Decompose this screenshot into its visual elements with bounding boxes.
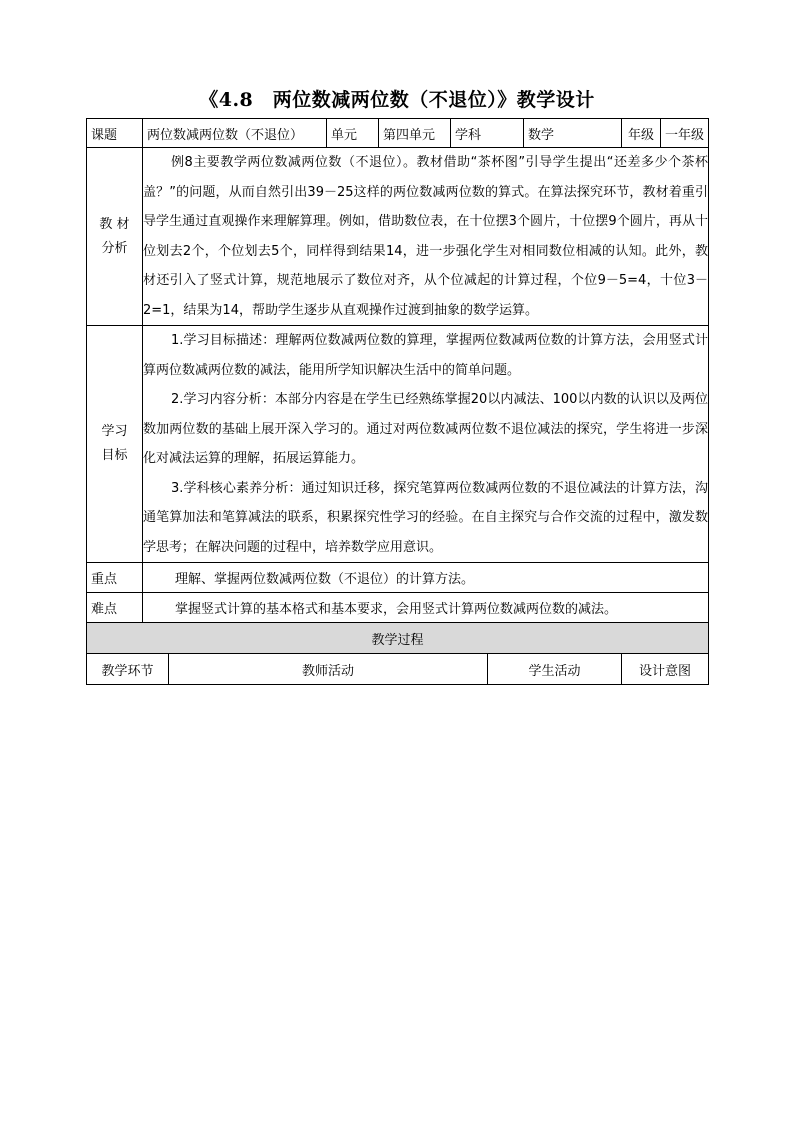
analysis-text-cell xyxy=(143,148,709,326)
grade-label: 年级 xyxy=(622,119,661,148)
subject-value: 数学 xyxy=(524,119,622,148)
grade-value: 一年级 xyxy=(661,119,709,148)
process-header-row xyxy=(87,654,709,685)
analysis-text: 例8主要教学两位数减两位数（不退位）。教材借助“茶杯图”引导学生提出“还差多少个茶杯盖？”的问题，从而自然引出39－25这样的两位数减两位数的算式。在算法探究环节，教材着重引导学生通过直观操作来理解算理。例如，借助数位表，在十位摆3个圆片，十位摆9个圆片，再从十位划去2个，个位划去5个，同样得到结果14，进一步强化学生对相同数位相减的认知。此外，教材还引入了竖式计算，规范地展示了数位对齐，从个位减起的计算过程，个位9－5=4，十位3－2=1，结果为14，帮助学生逐步从直观操作过渡到抽象的数学运算。 xyxy=(143,155,709,318)
difficult-point-row xyxy=(87,593,709,623)
header-row xyxy=(87,119,709,148)
process-band-row xyxy=(87,623,709,654)
goals-label xyxy=(87,326,143,563)
goals-text-cell xyxy=(143,326,709,563)
goals-row xyxy=(87,326,709,563)
process-band-label: 教学过程 xyxy=(87,623,709,654)
analysis-label-line1: 教 材 xyxy=(99,216,130,232)
goal-item: 2.学习内容分析：本部分内容是在学生已经熟练掌握20以内减法、100以内数的认识以及两位数加两位数的基础上展开深入学习的。通过对两位数减两位数不退位减法的探究，学生将进一步深化对减法运算的理解，拓展运算能力。 xyxy=(143,392,709,466)
goals-label-line1: 学习 xyxy=(101,424,128,439)
key-point-text: 理解、掌握两位数减两位数（不退位）的计算方法。 xyxy=(143,563,709,593)
col-student: 学生活动 xyxy=(488,654,622,685)
goals-label-line2: 目标 xyxy=(101,448,128,463)
col-teacher: 教师活动 xyxy=(169,654,488,685)
key-point-row xyxy=(87,563,709,593)
analysis-label xyxy=(87,148,143,326)
key-point-label: 重点 xyxy=(87,563,143,593)
col-stage: 教学环节 xyxy=(87,654,169,685)
unit-label: 单元 xyxy=(327,119,379,148)
difficult-point-label: 难点 xyxy=(87,593,143,623)
topic-value: 两位数减两位数（不退位） xyxy=(143,119,327,148)
goal-item: 1.学习目标描述：理解两位数减两位数的算理，掌握两位数减两位数的计算方法，会用竖式计算两位数减两位数的减法，能用所学知识解决生活中的简单问题。 xyxy=(143,333,709,378)
page-title: 《4.8 两位数减两位数（不退位）》教学设计 xyxy=(199,89,595,111)
analysis-row xyxy=(87,148,709,326)
lesson-plan-table xyxy=(86,118,709,685)
col-intent: 设计意图 xyxy=(622,654,709,685)
analysis-label-line2: 分析 xyxy=(101,240,128,256)
subject-label: 学科 xyxy=(451,119,524,148)
goal-item: 3.学科核心素养分析：通过知识迁移，探究笔算两位数减两位数的不退位减法的计算方法，沟通笔算加法和笔算减法的联系，积累探究性学习的经验。在自主探究与合作交流的过程中，激发数学思考；在解决问题的过程中，培养数学应用意识。 xyxy=(143,480,709,555)
topic-label: 课题 xyxy=(87,119,143,148)
difficult-point-text: 掌握竖式计算的基本格式和基本要求，会用竖式计算两位数减两位数的减法。 xyxy=(143,593,709,623)
unit-value: 第四单元 xyxy=(379,119,451,148)
